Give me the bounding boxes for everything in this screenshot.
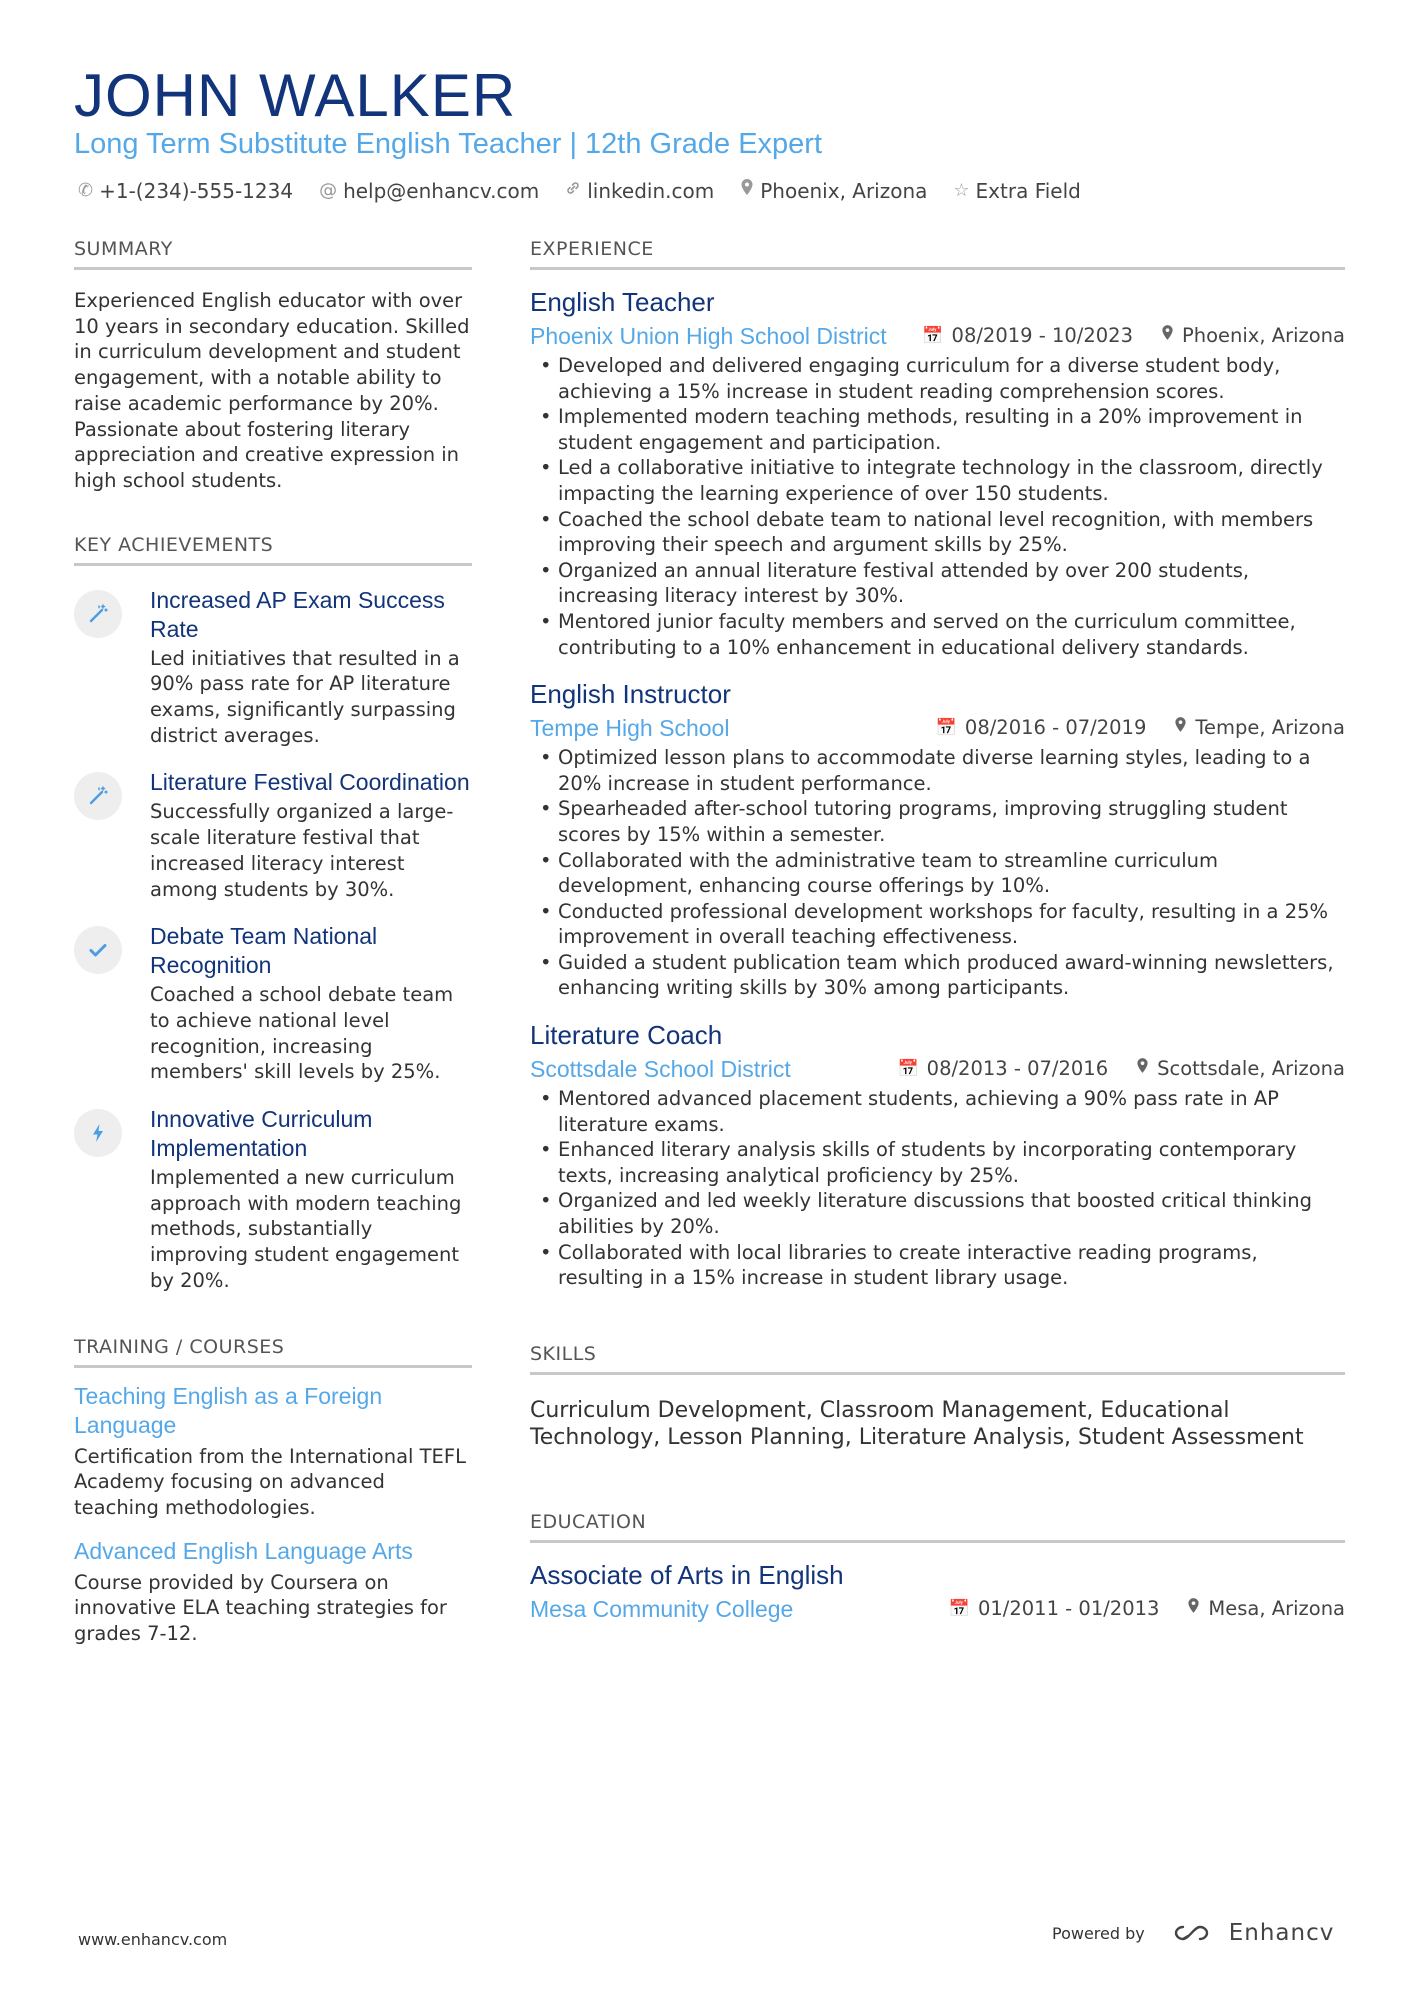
bullet-item: • Spearheaded after-school tutoring programs, improving struggling student scores by 15% within a semester. xyxy=(530,796,1345,847)
achievement-title: Literature Festival Coordination xyxy=(150,769,470,796)
experience-section xyxy=(530,236,1345,1291)
job-title: Literature Coach xyxy=(530,1020,723,1051)
school-name: Mesa Community College xyxy=(530,1595,794,1622)
bullet-item: • Organized an annual literature festival attended by over 200 students, increasing literacy interest by 30%. xyxy=(530,558,1345,609)
footer-branding xyxy=(1052,1920,1334,1946)
job-location: Scottsdale, Arizona xyxy=(1157,1057,1345,1081)
achievement-desc: Led initiatives that resulted in a 90% pass rate for AP literature exams, significantly surpassing district averages. xyxy=(150,646,460,747)
bullet-item: • Optimized lesson plans to accommodate diverse learning styles, leading to a 20% increase in student performance. xyxy=(530,745,1345,796)
achievements-section xyxy=(74,532,472,1294)
footer-website[interactable]: www.enhancv.com xyxy=(78,1930,228,1949)
star-icon: ☆ xyxy=(953,180,970,201)
infinity-logo-icon xyxy=(1171,1921,1217,1945)
candidate-name: JOHN WALKER xyxy=(74,62,517,129)
job-dates: 08/2019 - 10/2023 xyxy=(951,324,1133,347)
location-icon xyxy=(1174,713,1187,743)
summary-title: SUMMARY xyxy=(74,236,472,270)
phone-icon: ✆ xyxy=(78,180,94,201)
achievement-title: Increased AP Exam Success Rate xyxy=(150,586,445,642)
job-location: Tempe, Arizona xyxy=(1195,716,1345,740)
powered-by-label: Powered by xyxy=(1052,1923,1145,1943)
bullet-item: • Conducted professional development workshops for faculty, resulting in a 25% improvement in overall teaching effectiveness. xyxy=(530,899,1345,950)
company-name: Tempe High School xyxy=(530,715,730,742)
course-desc: Certification from the International TEFL Academy focusing on advanced teaching methodologies. xyxy=(74,1444,466,1519)
skills-section xyxy=(530,1341,1345,1451)
calendar-icon: 📅 xyxy=(897,1059,919,1080)
calendar-icon: 📅 xyxy=(948,1598,970,1619)
contact-phone-text: +1-(234)-555-1234 xyxy=(99,179,294,203)
company-name: Scottsdale School District xyxy=(530,1056,791,1083)
contact-linkedin-text: linkedin.com xyxy=(587,179,715,203)
job-title: English Teacher xyxy=(530,287,715,317)
education-location: Mesa, Arizona xyxy=(1208,1596,1345,1620)
bullet-item: • Collaborated with local libraries to create interactive reading programs, resulting in a 15% increase in student library usage. xyxy=(530,1240,1345,1291)
job-dates: 08/2016 - 07/2019 xyxy=(964,716,1147,740)
job-bullets xyxy=(530,353,1345,660)
candidate-headline: Long Term Substitute English Teacher | 12th Grade Expert xyxy=(74,128,823,160)
achievements-title: KEY ACHIEVEMENTS xyxy=(74,532,472,566)
contact-location xyxy=(740,176,927,206)
calendar-icon: 📅 xyxy=(935,718,957,739)
left-column xyxy=(74,236,472,1647)
job-location: Phoenix, Arizona xyxy=(1181,324,1345,347)
contact-bar xyxy=(78,176,1081,206)
achievement-item xyxy=(74,922,472,1085)
contact-phone[interactable] xyxy=(78,176,293,206)
training-title: TRAINING / COURSES xyxy=(74,1334,472,1368)
location-icon xyxy=(740,176,754,206)
link-icon xyxy=(565,176,581,206)
bullet-item: • Organized and led weekly literature discussions that boosted critical thinking abilities by 20%. xyxy=(530,1188,1345,1239)
job-bullets xyxy=(530,1086,1345,1291)
achievement-desc: Coached a school debate team to achieve national level recognition, increasing members' skill levels by 25%. xyxy=(150,983,454,1084)
training-section xyxy=(74,1334,472,1647)
education-dates: 01/2011 - 01/2013 xyxy=(977,1596,1160,1620)
course-item xyxy=(74,1537,472,1647)
magic-wand-icon xyxy=(74,772,122,820)
bullet-item: • Led a collaborative initiative to integrate technology in the classroom, directly impacting the learning experience of over 150 students. xyxy=(530,455,1345,506)
degree-title: Associate of Arts in English xyxy=(530,1559,844,1590)
course-desc: Course provided by Coursera on innovative ELA teaching strategies for grades 7-12. xyxy=(74,1570,447,1646)
bullet-item: • Coached the school debate team to national level recognition, with members improving their speech and argument skills by 25%. xyxy=(530,507,1345,558)
summary-text: Experienced English educator with over 10 years in secondary education. Skilled in curriculum development and student engagement, with a notable ability to raise academic performance by 20%. Passionate about fostering literary appreciation and creative expression in high school students. xyxy=(74,289,470,492)
education-entry xyxy=(530,1559,1345,1624)
experience-title: EXPERIENCE xyxy=(530,236,1345,270)
skills-title: SKILLS xyxy=(530,1341,1345,1375)
job-entry xyxy=(530,286,1345,660)
education-section xyxy=(530,1509,1345,1624)
job-bullets xyxy=(530,745,1345,1001)
achievement-item xyxy=(74,1105,472,1294)
course-title: Advanced English Language Arts xyxy=(74,1537,413,1564)
job-entry xyxy=(530,678,1345,1001)
location-icon xyxy=(1161,321,1174,351)
education-title: EDUCATION xyxy=(530,1509,1345,1543)
achievement-desc: Implemented a new curriculum approach with modern teaching methods, substantially improving student engagement by 20%. xyxy=(150,1166,462,1292)
summary-section xyxy=(74,236,472,494)
bullet-item: • Enhanced literary analysis skills of students by incorporating contemporary texts, increasing analytical proficiency by 25%. xyxy=(530,1137,1345,1188)
job-title: English Instructor xyxy=(530,679,731,710)
location-icon xyxy=(1187,1594,1200,1624)
achievement-item xyxy=(74,586,472,749)
at-icon: @ xyxy=(319,180,338,201)
bullet-item: • Guided a student publication team which produced award-winning newsletters, enhancing writing skills by 30% among participants. xyxy=(530,950,1345,1001)
lightning-icon xyxy=(74,1109,122,1157)
achievement-item xyxy=(74,768,472,902)
bullet-item: • Developed and delivered engaging curriculum for a diverse student body, achieving a 15% increase in student reading comprehension scores. xyxy=(530,353,1345,404)
contact-email-text: help@enhancv.com xyxy=(343,179,540,203)
job-entry xyxy=(530,1019,1345,1291)
contact-extra-text: Extra Field xyxy=(975,179,1081,203)
achievement-desc: Successfully organized a large-scale literature festival that increased literacy interest among students by 30%. xyxy=(150,800,454,901)
course-title: Teaching English as a Foreign Language xyxy=(74,1382,383,1438)
achievement-title: Debate Team National Recognition xyxy=(150,923,378,979)
course-item xyxy=(74,1382,472,1521)
brand-name: Enhancv xyxy=(1228,1920,1335,1946)
bullet-item: • Collaborated with the administrative team to streamline curriculum development, enhancing course offerings by 10%. xyxy=(530,848,1345,899)
calendar-icon: 📅 xyxy=(922,326,944,346)
brand-logo xyxy=(1171,1920,1335,1946)
contact-email[interactable] xyxy=(319,176,539,206)
bullet-item: • Mentored junior faculty members and served on the curriculum committee, contributing to a 10% enhancement in educational delivery standards. xyxy=(530,609,1345,660)
skills-text: Curriculum Development, Classroom Management, Educational Technology, Lesson Planning, Literature Analysis, Student Assessment xyxy=(530,1397,1304,1450)
right-column xyxy=(530,236,1345,1624)
location-icon xyxy=(1136,1054,1149,1084)
contact-extra xyxy=(953,176,1080,206)
checkmark-icon xyxy=(74,926,122,974)
achievement-title: Innovative Curriculum Implementation xyxy=(150,1106,373,1162)
job-dates: 08/2013 - 07/2016 xyxy=(926,1057,1109,1081)
magic-wand-icon xyxy=(74,590,122,638)
company-name: Phoenix Union High School District xyxy=(530,323,887,349)
bullet-item: • Mentored advanced placement students, achieving a 90% pass rate in AP literature exams. xyxy=(530,1086,1345,1137)
contact-linkedin[interactable] xyxy=(565,176,714,206)
contact-location-text: Phoenix, Arizona xyxy=(760,179,928,203)
bullet-item: • Implemented modern teaching methods, resulting in a 20% improvement in student engagement and participation. xyxy=(530,404,1345,455)
